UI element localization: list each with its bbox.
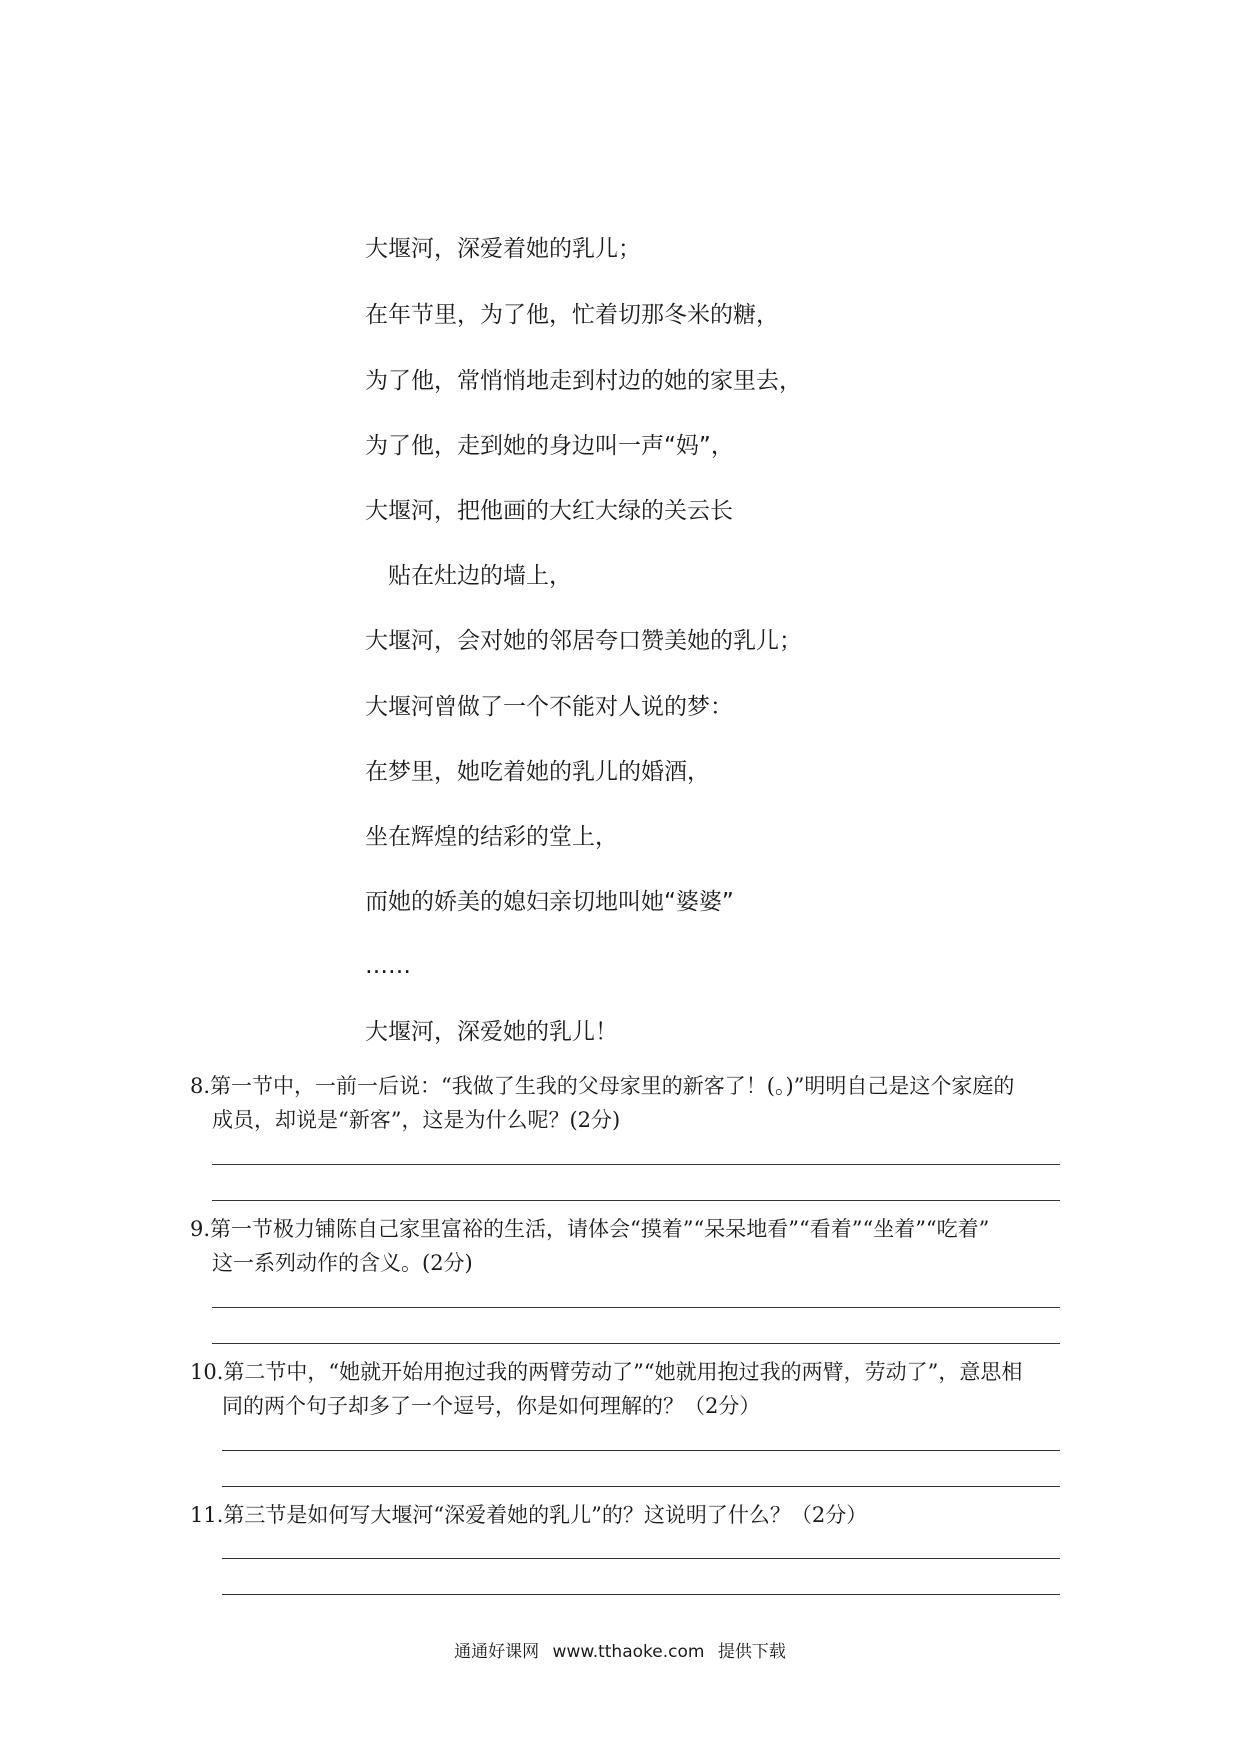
poem-line: 坐在辉煌的结彩的堂上，: [365, 824, 618, 850]
poem-line: 为了他，走到她的身边叫一声“妈”，: [365, 433, 734, 459]
poem-line: 大堰河，把他画的大红大绿的关云长: [365, 498, 733, 524]
poem-line: ……: [365, 953, 411, 979]
answer-line[interactable]: [222, 1450, 1060, 1451]
answer-line[interactable]: [212, 1307, 1060, 1308]
answer-line[interactable]: [222, 1558, 1060, 1559]
answer-line[interactable]: [212, 1200, 1060, 1201]
question-number: 10.: [190, 1360, 224, 1384]
answer-line[interactable]: [222, 1594, 1060, 1595]
question-text-continued: 成员，却说是“新客”，这是为什么呢？(2分): [212, 1108, 621, 1132]
poem-line: 贴在灶边的墙上，: [388, 563, 572, 589]
footer-url[interactable]: www.tthaoke.com: [552, 1642, 705, 1662]
question-number: 9.: [190, 1217, 211, 1241]
question-text-continued: 同的两个句子却多了一个逗号，你是如何理解的？（2分）: [222, 1394, 761, 1418]
poem-line: 为了他，常悄悄地走到村边的她的家里去，: [365, 368, 802, 394]
question-8: [190, 1069, 1070, 1137]
poem-line: 大堰河，深爱她的乳儿！: [365, 1019, 618, 1045]
question-text: 第三节是如何写大堰河“深爱着她的乳儿”的？这说明了什么？（2分）: [223, 1503, 868, 1527]
question-11: [190, 1498, 1070, 1532]
poem-line: 在年节里，为了他，忙着切那冬米的糖，: [365, 302, 779, 328]
poem-line: 大堰河曾做了一个不能对人说的梦：: [365, 694, 733, 720]
question-number: 8.: [190, 1074, 211, 1098]
poem-line: 大堰河，深爱着她的乳儿；: [365, 236, 641, 262]
question-text-continued: 这一系列动作的含义。(2分): [212, 1251, 473, 1275]
question-9: [190, 1212, 1070, 1280]
footer-site-name: 通通好课网: [454, 1642, 540, 1662]
poem-line: 大堰河，会对她的邻居夸口赞美她的乳儿；: [365, 628, 802, 654]
answer-line[interactable]: [212, 1164, 1060, 1165]
answer-line[interactable]: [212, 1343, 1060, 1344]
poem-line: 而她的娇美的媳妇亲切地叫她“婆婆”: [365, 889, 734, 915]
poem-line: 在梦里，她吃着她的乳儿的婚酒，: [365, 759, 710, 785]
answer-line[interactable]: [222, 1486, 1060, 1487]
question-number: 11.: [190, 1503, 224, 1527]
question-text: 第一节中，一前一后说：“我做了生我的父母家里的新客了！(。)”明明自己是这个家庭的: [210, 1074, 1015, 1098]
footer-suffix: 提供下载: [717, 1642, 786, 1662]
page-footer: [0, 1640, 1240, 1664]
question-text: 第一节极力铺陈自己家里富裕的生活，请体会“摸着”“呆呆地看”“看着”“坐着”“吃着”: [210, 1217, 990, 1241]
question-10: [190, 1355, 1070, 1423]
question-text: 第二节中，“她就开始用抱过我的两臂劳动了”“她就用抱过我的两臂，劳动了”，意思相: [223, 1360, 1023, 1384]
